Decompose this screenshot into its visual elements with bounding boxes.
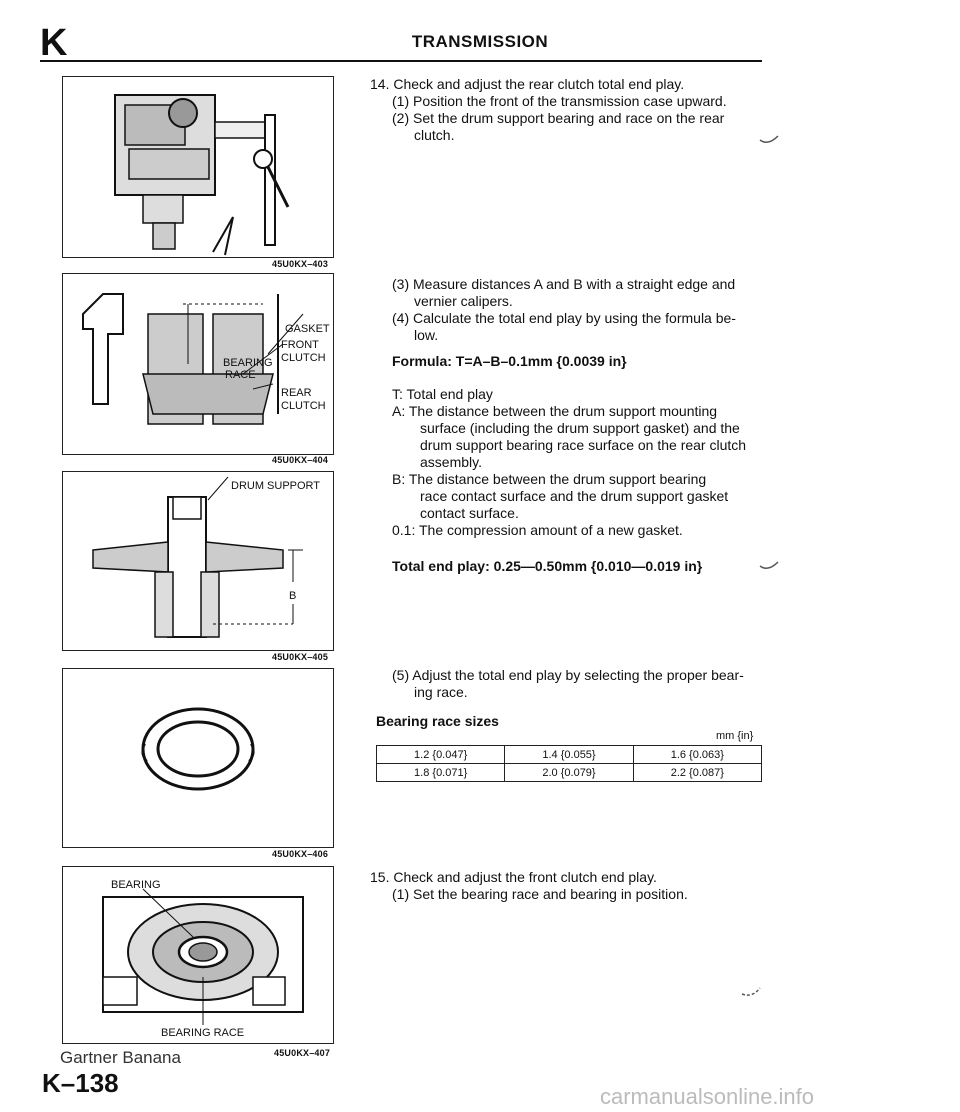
step-14-substep-4: (4) Calculate the total end play by using the formula be- <box>392 310 736 326</box>
distance-b-label: B <box>289 590 297 602</box>
table-cell: 2.0 {0.079} <box>505 764 633 782</box>
definition-t: T: Total end play <box>392 386 493 402</box>
table-row <box>377 764 762 782</box>
formula: Formula: T=A–B–0.1mm {0.0039 in} <box>392 353 627 369</box>
check-mark-icon <box>758 560 780 574</box>
bearing-race-sizes-table <box>376 745 762 782</box>
step-15-heading: 15. Check and adjust the front clutch end play. <box>370 869 657 885</box>
bearing-label: BEARING <box>111 879 161 891</box>
header-divider <box>40 60 762 62</box>
total-end-play-spec: Total end play: 0.25—0.50mm {0.010—0.019 in} <box>392 558 703 574</box>
figure-transmission-stand <box>62 76 334 258</box>
page-title: TRANSMISSION <box>411 32 549 51</box>
definition-b-cont: race contact surface and the drum support gasket <box>420 488 729 504</box>
bearing-label: BEARING <box>223 357 273 369</box>
step-14-substep-5: (5) Adjust the total end play by selecting the proper bear- <box>392 667 744 683</box>
figure-code: 45U0KX–404 <box>272 455 329 465</box>
drum-support-label: DRUM SUPPORT <box>231 480 321 492</box>
watermark: carmanualsonline.info <box>600 1084 815 1109</box>
step-14-heading: 14. Check and adjust the rear clutch total end play. <box>370 76 685 92</box>
table-cell: 2.2 {0.087} <box>633 764 761 782</box>
figure-bearing-position <box>62 866 334 1044</box>
figure-clutch-cross-section <box>62 273 334 455</box>
definition-0-1: 0.1: The compression amount of a new gasket. <box>392 522 683 538</box>
page-number: K–138 <box>42 1068 119 1098</box>
clutch-label: CLUTCH <box>281 352 326 364</box>
footer-source: Gartner Banana <box>60 1048 181 1067</box>
definition-a-cont: drum support bearing race surface on the rear clutch <box>420 437 747 453</box>
figure-drum-support <box>62 471 334 651</box>
definition-b-cont: contact surface. <box>420 505 519 521</box>
step-14-substep-4-cont: low. <box>414 327 439 343</box>
front-label: FRONT <box>281 339 319 351</box>
check-mark-icon <box>758 134 780 148</box>
definition-a: A: The distance between the drum support mounting <box>392 403 718 419</box>
race-label: RACE <box>225 369 256 381</box>
step-14-substep-3: (3) Measure distances A and B with a straight edge and <box>392 276 736 292</box>
drum-support-illustration <box>63 472 333 650</box>
transmission-stand-illustration <box>63 77 333 257</box>
step-14-substep-3-cont: vernier calipers. <box>414 293 513 309</box>
gasket-label: GASKET <box>285 323 330 335</box>
check-mark-icon <box>740 986 762 1000</box>
figure-bearing-race-ring <box>62 668 334 848</box>
table-cell: 1.4 {0.055} <box>505 746 633 764</box>
table-cell: 1.8 {0.071} <box>377 764 505 782</box>
step-14-substep-5-cont: ing race. <box>414 684 468 700</box>
clutch-cross-section-illustration <box>63 274 333 454</box>
definition-a-cont: assembly. <box>420 454 482 470</box>
step-14-substep-2-cont: clutch. <box>414 127 455 143</box>
bearing-race-sizes-heading: Bearing race sizes <box>376 713 499 729</box>
definition-b: B: The distance between the drum support bearing <box>392 471 707 487</box>
rear-clutch-label: CLUTCH <box>281 400 326 412</box>
table-row <box>377 746 762 764</box>
definition-a-cont: surface (including the drum support gasket) and the <box>420 420 740 436</box>
step-14-substep-1: (1) Position the front of the transmission case upward. <box>392 93 727 109</box>
figure-code: 45U0KX–405 <box>272 652 329 662</box>
sizes-unit: mm {in} <box>716 730 754 742</box>
figure-code: 45U0KX–407 <box>274 1048 331 1058</box>
section-letter: K <box>40 22 69 64</box>
bearing-race-label: BEARING RACE <box>161 1027 245 1039</box>
table-cell: 1.2 {0.047} <box>377 746 505 764</box>
step-15-substep-1: (1) Set the bearing race and bearing in position. <box>392 886 688 902</box>
bearing-race-ring-illustration <box>63 669 333 847</box>
step-14-substep-2: (2) Set the drum support bearing and race on the rear <box>392 110 725 126</box>
figure-code: 45U0KX–406 <box>272 849 329 859</box>
table-cell: 1.6 {0.063} <box>633 746 761 764</box>
rear-label: REAR <box>281 387 312 399</box>
bearing-position-illustration <box>63 867 333 1043</box>
figure-code: 45U0KX–403 <box>272 259 329 269</box>
